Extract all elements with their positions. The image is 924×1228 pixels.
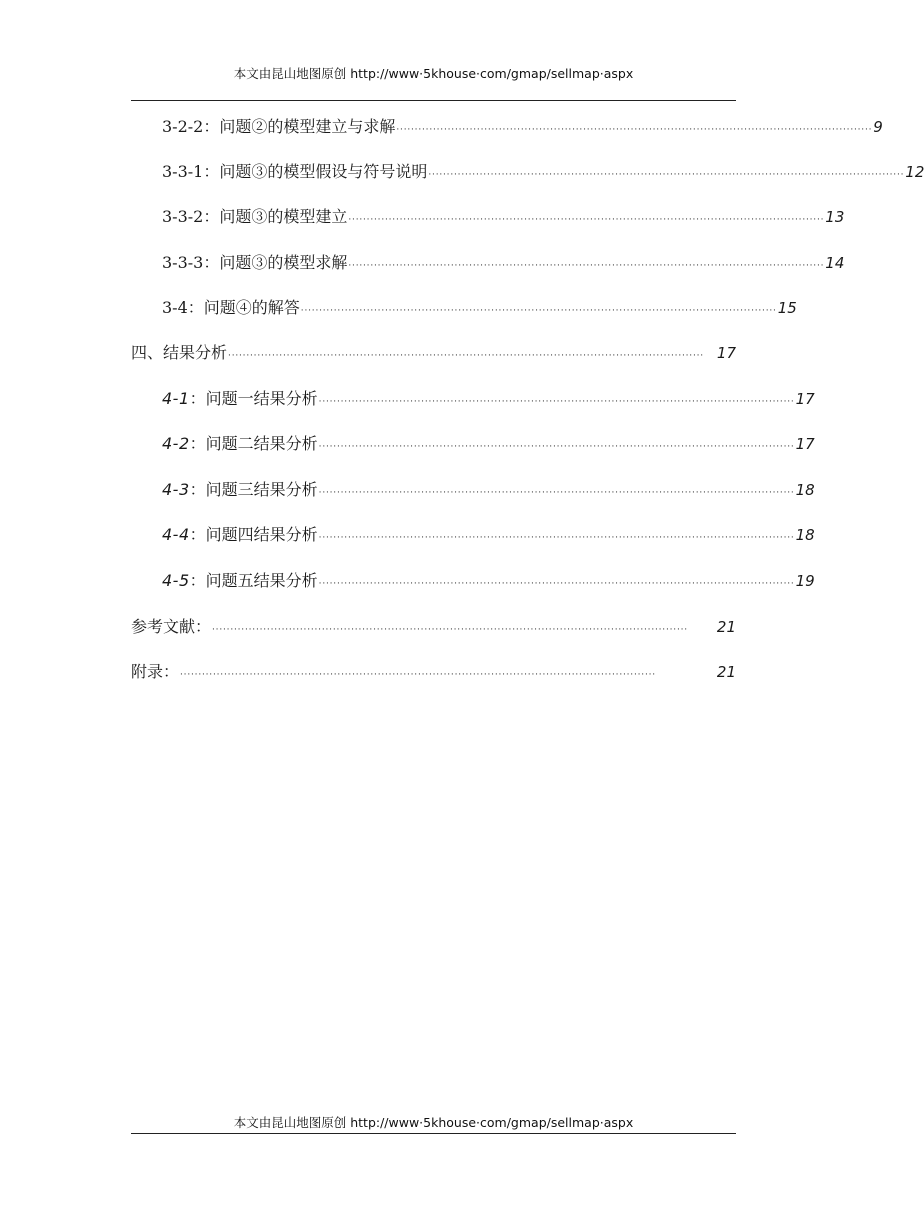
toc-page-number: 21: [716, 663, 736, 681]
toc-page-number: 17: [795, 390, 815, 408]
toc-page-number: 19: [795, 572, 815, 590]
toc-entry-label: 3-3-2：问题③的模型建立: [162, 207, 348, 226]
toc-entry-label: 4-4：问题四结果分析: [162, 525, 318, 544]
toc-page-number: 21: [716, 618, 736, 636]
toc-entry[interactable]: [162, 387, 815, 411]
toc-entry[interactable]: [162, 251, 845, 275]
toc-entry[interactable]: [162, 523, 815, 547]
toc-leader-dots: ··································································································································: [348, 215, 825, 225]
toc-page-number: 17: [716, 344, 736, 362]
toc-entry-label: 4-1：问题一结果分析: [162, 389, 318, 408]
toc-entry-label: 3-4：问题④的解答: [162, 298, 300, 317]
toc-entry-label: 4-2：问题二结果分析: [162, 434, 318, 453]
toc-page-number: 18: [795, 526, 815, 544]
toc-leader-dots: ··································································································································: [318, 533, 795, 543]
toc-leader-dots: ··································································································································: [428, 170, 905, 180]
toc-leader-dots: ··································································································································: [396, 125, 873, 135]
toc-page-number: 15: [777, 299, 797, 317]
toc-entry[interactable]: [131, 341, 736, 365]
toc-entry[interactable]: [162, 115, 883, 139]
toc-entry[interactable]: [162, 160, 924, 184]
toc-entry-label: 附录：: [131, 662, 180, 681]
toc-page-number: 18: [795, 481, 815, 499]
toc-entry-label: 3-3-1：问题③的模型假设与符号说明: [162, 162, 428, 181]
toc-leader-dots: ··································································································································: [228, 351, 704, 361]
toc-page-number: 17: [795, 435, 815, 453]
page-header: 本文由昆山地图原创 http://www·5khouse·com/gmap/sellmap·aspx: [233, 66, 634, 81]
toc-page-number: 14: [825, 254, 845, 272]
toc-page-number: 13: [825, 208, 845, 226]
toc-entry[interactable]: [162, 569, 815, 593]
toc-entry-label: 四、结果分析: [131, 343, 228, 362]
toc-entry[interactable]: [162, 432, 815, 456]
toc-leader-dots: ··································································································································: [318, 488, 795, 498]
toc-entry-label: 3-2-2：问题②的模型建立与求解: [162, 117, 396, 136]
toc-entry-label: 参考文献：: [131, 617, 212, 636]
toc-entry-label: 4-3：问题三结果分析: [162, 480, 318, 499]
toc-entry[interactable]: [131, 660, 736, 684]
toc-leader-dots: ··································································································································: [348, 261, 825, 271]
toc-leader-dots: ··································································································································: [318, 397, 795, 407]
toc-entry[interactable]: [131, 615, 736, 639]
page-footer: 本文由昆山地图原创 http://www·5khouse·com/gmap/sellmap·aspx: [233, 1115, 634, 1130]
toc-entry-label: 3-3-3：问题③的模型求解: [162, 253, 348, 272]
toc-leader-dots: ··································································································································: [212, 625, 688, 635]
toc-page-number: 12: [905, 163, 924, 181]
toc-entry-label: 4-5：问题五结果分析: [162, 571, 318, 590]
toc-leader-dots: ··································································································································: [318, 442, 795, 452]
toc-leader-dots: ··································································································································: [300, 306, 777, 316]
toc-entry[interactable]: [162, 296, 797, 320]
toc-leader-dots: ··································································································································: [180, 670, 656, 680]
toc-entry[interactable]: [162, 205, 845, 229]
toc-page-number: 9: [873, 118, 883, 136]
toc-leader-dots: ··································································································································: [318, 579, 795, 589]
toc-entry[interactable]: [162, 478, 815, 502]
footer-rule: [131, 1133, 736, 1134]
